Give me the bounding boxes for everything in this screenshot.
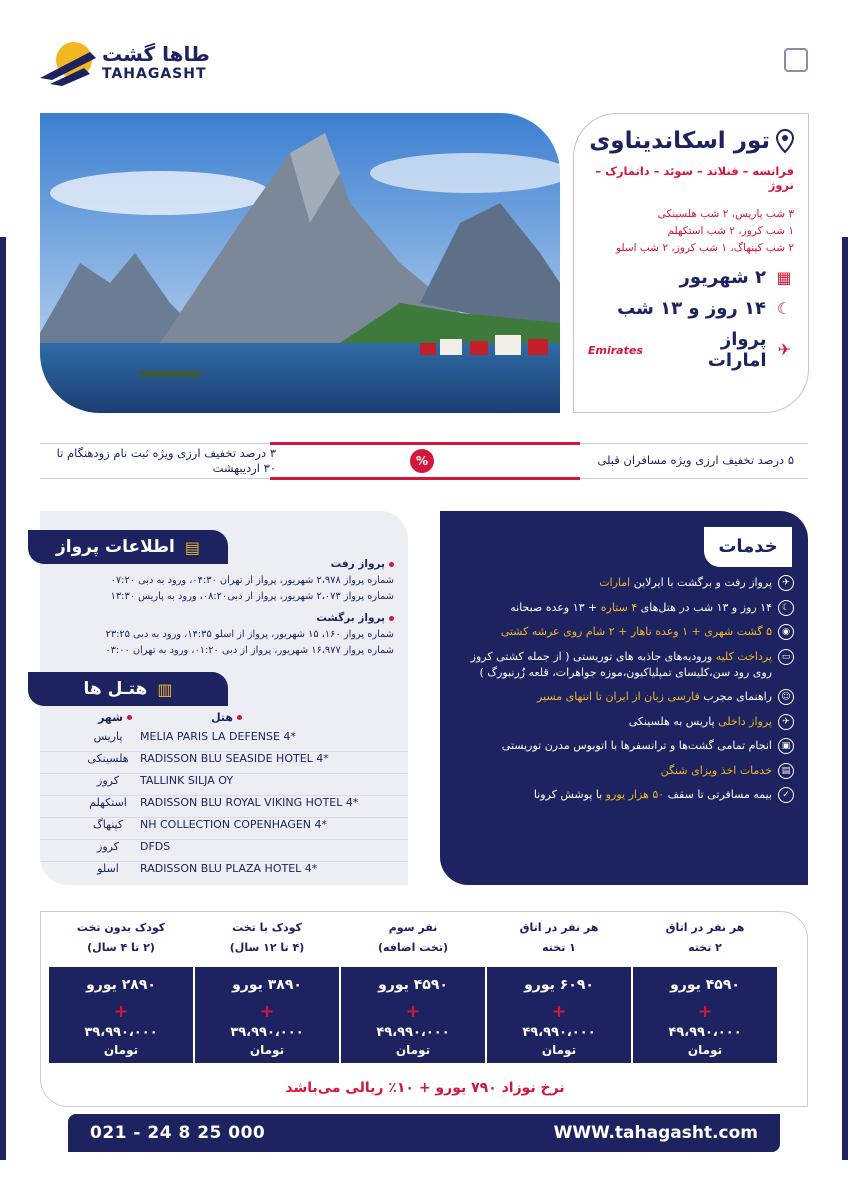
service-highlight: فارسی زبان از ایران تا انتهای مسیر: [537, 690, 700, 703]
hotels-title: هتـل ها: [83, 679, 148, 699]
plane-icon: ✈: [778, 575, 794, 591]
hotel-city: کروز: [97, 774, 119, 787]
hotel-city: کپنهاگ: [92, 818, 124, 831]
hotel-name: RADISSON BLU SEASIDE HOTEL 4*: [140, 752, 329, 765]
outbound-label: پرواز رفت: [330, 558, 385, 570]
plus-icon: +: [551, 1001, 567, 1022]
hotel-city: استکهلم: [89, 796, 127, 809]
service-text-part: پرواز رفت و برگشت با ایرلاین: [630, 576, 772, 589]
service-text-part: ورودیه‌های جاذبه های توریستی ( از جمله کشتی کروز روی رود سن،کلیسای تمپلیاکیون،موزه جواهرات، قلعه زُرنبورگ ): [470, 649, 772, 679]
document-icon: ▤: [184, 537, 201, 557]
price-subheader: (۴ تا ۱۲ سال): [229, 941, 305, 954]
footer-bar: [68, 1114, 780, 1152]
service-text: [454, 649, 772, 681]
table-row: [40, 730, 408, 752]
price-subheader: (۲ تا ۴ سال): [87, 941, 155, 954]
price-header: کودک بدون تخت: [76, 921, 166, 934]
price-box: [195, 967, 339, 1063]
bullet-icon: [127, 715, 132, 720]
table-row: [40, 818, 408, 840]
table-row: [40, 796, 408, 818]
tour-flight: پرواز امارات: [707, 329, 767, 371]
infant-price-note: نرخ نوزاد ۷۹۰ یورو + ۱۰٪ ریالی می‌باشد: [285, 1080, 565, 1096]
tour-date: ۲ شهریور: [679, 267, 766, 288]
plane-icon: ✈: [777, 340, 791, 359]
moon-icon: ☾: [776, 298, 792, 318]
flight-line: شماره پرواز ۱۶۰، ۱۵ شهریور، پرواز از اسلو ۱۴:۳۵، ورود به دبی ۲۳:۲۵: [105, 629, 394, 640]
service-text-part: انجام تمامی گشت‌ها و ترانسفرها با اتوبوس مدرن توریستی: [501, 739, 772, 752]
ticket-icon: ▭: [778, 649, 794, 665]
price-header: هر نفر در اتاق: [665, 921, 745, 934]
visa-icon: ▤: [778, 763, 794, 779]
tour-countries: فرانسه – فنلاند – سوئد – دانمارک – نروژ: [595, 164, 794, 192]
hotel-name: MELIA PARIS LA DEFENSE 4*: [140, 730, 296, 743]
outbound-flights: [40, 558, 408, 602]
table-row: [40, 862, 408, 884]
discount-strip: [40, 443, 808, 479]
list-item: [454, 600, 794, 616]
flight-line: شماره پرواز ۱۶،۹۷۷ شهریور، پرواز از دبی ۰۱:۲۰، ورود به تهران ۰۳:۰۰: [105, 645, 394, 656]
building-icon: ▥: [157, 679, 173, 699]
plus-icon: +: [697, 1001, 713, 1022]
services-title: خدمات: [704, 527, 792, 567]
plus-icon: +: [259, 1001, 275, 1022]
flight-line: شماره پرواز ۲،۰۷۳ شهریور، پرواز از دبی۰۸:۲۰، ورود به پاریس ۱۳:۳۰: [110, 591, 394, 602]
plus-icon: +: [113, 1001, 129, 1022]
list-item: [454, 624, 794, 640]
tour-duration-row: [588, 298, 794, 319]
price-subheader: (تخت اضافه): [378, 941, 448, 954]
price-box: [633, 967, 777, 1063]
service-text-part: با پوشش کرونا: [533, 788, 606, 801]
tour-photo: [40, 113, 560, 413]
price-euro: ۲۸۹۰ یورو: [86, 977, 156, 993]
service-text: [502, 738, 772, 754]
price-euro: ۴۵۹۰ یورو: [378, 977, 448, 993]
brand-logo[interactable]: [40, 38, 210, 88]
phone-number[interactable]: 021 - 24 8 25 000: [90, 1123, 266, 1143]
bullet-icon: [389, 616, 394, 621]
flight-info-title: اطلاعات پرواز: [56, 537, 175, 557]
price-header: هر نفر در اتاق: [519, 921, 599, 934]
list-item: [454, 575, 794, 591]
service-text: [510, 600, 772, 616]
hotel-city: پاریس: [93, 730, 123, 743]
table-row: [40, 840, 408, 862]
price-toman: ۳۹،۹۹۰،۰۰۰: [230, 1025, 304, 1040]
moon-icon: ☾: [778, 600, 794, 616]
bullet-icon: [389, 562, 394, 567]
bullet-icon: [237, 715, 242, 720]
nights-line: ۲ شب کپنهاگ، ۱ شب کروز، ۲ شب اسلو: [615, 242, 794, 254]
service-text-part: + ۱۳ وعده صبحانه: [510, 600, 601, 614]
logo-text-en: TAHAGASHT: [102, 66, 207, 82]
flight-line: شماره پرواز ۲،۹۷۸ شهریور، پرواز از تهران ۰۴:۳۰، ورود به دبی ۰۷:۲۰: [110, 575, 394, 586]
price-box: [487, 967, 631, 1063]
list-item: [454, 689, 794, 705]
price-euro: ۶۰۹۰ یورو: [524, 977, 594, 993]
price-box: [341, 967, 485, 1063]
return-label: پرواز برگشت: [316, 612, 385, 624]
right-accent-bar: [842, 237, 848, 1160]
tour-title: تور اسکاندیناوی: [589, 128, 770, 154]
price-toman: ۴۹،۹۹۰،۰۰۰: [668, 1025, 742, 1040]
divider: [270, 442, 580, 445]
service-text-part: پاریس به هلسینکی: [628, 714, 719, 728]
calendar-icon: ▦: [776, 267, 792, 287]
hotel-col-label: هتل: [211, 711, 233, 724]
bus-icon: ▣: [778, 738, 794, 754]
calendar-icon: [784, 48, 808, 72]
price-toman: ۳۹،۹۹۰،۰۰۰: [84, 1025, 158, 1040]
service-highlight: امارات: [599, 576, 631, 589]
website-link[interactable]: WWW.tahagasht.com: [553, 1123, 758, 1143]
hotel-col-header: [211, 711, 242, 724]
service-highlight: پرداخت کلیه: [715, 649, 772, 663]
hotel-city: اسلو: [97, 862, 119, 875]
table-row: [40, 774, 408, 796]
returning-customer-discount: ۵ درصد تخفیف ارزی ویژه مسافران قبلی: [597, 453, 794, 467]
price-table: [40, 911, 808, 1107]
nights-line: ۱ شب کروز، ۲ شب استکهلم: [667, 225, 794, 237]
list-item: [454, 787, 794, 803]
hotel-name: RADISSON BLU ROYAL VIKING HOTEL 4*: [140, 796, 359, 809]
logo-mark-icon: [40, 38, 100, 88]
list-item: [454, 714, 794, 730]
tour-date-row: [588, 267, 794, 288]
hotel-city: هلسینکی: [87, 752, 129, 765]
price-header: نفر سوم: [388, 921, 438, 934]
tour-nights: [588, 206, 794, 257]
service-highlight: پرواز داخلی: [718, 714, 772, 728]
return-flights: [40, 612, 408, 656]
price-subheader: ۲ تخته: [688, 941, 722, 954]
hotel-city: کروز: [97, 840, 119, 853]
service-text: [599, 575, 772, 591]
price-box: [49, 967, 193, 1063]
city-col-label: شهر: [98, 711, 123, 724]
service-text-part: بیمه مسافرتی تا سقف: [664, 788, 772, 801]
divider: [270, 477, 580, 480]
logo-text-fa: طاها گشت: [102, 42, 210, 66]
service-text: [661, 763, 772, 779]
tour-duration: ۱۴ روز و ۱۳ شب: [617, 298, 766, 319]
hotel-name: TALLINK SILJA OY: [140, 774, 234, 787]
service-highlight: ۵ گشت شهری + ۱ وعده ناهار + ۲ شام روی عرشه کشتی: [500, 625, 772, 638]
services-panel: [440, 511, 808, 885]
service-highlight: ۴ ستاره: [600, 600, 638, 614]
tour-flight-row: [588, 329, 794, 371]
hotel-name: NH COLLECTION COPENHAGEN 4*: [140, 818, 328, 831]
nights-line: ۳ شب پاریس، ۲ شب هلسینکی: [657, 208, 794, 220]
service-text-part: ۱۴ روز و ۱۳ شب در هتل‌های: [637, 600, 772, 614]
return-label-row: [40, 612, 394, 624]
list-item: [454, 649, 794, 681]
outbound-label-row: [40, 558, 394, 570]
percent-badge-icon: %: [410, 449, 434, 473]
service-text: [501, 624, 772, 640]
list-item: [454, 763, 794, 779]
shield-icon: ✓: [778, 787, 794, 803]
price-unit: تومان: [395, 1043, 431, 1057]
plus-icon: +: [405, 1001, 421, 1022]
price-toman: ۴۹،۹۹۰،۰۰۰: [376, 1025, 450, 1040]
services-list: [454, 575, 794, 812]
service-highlight: ۵۰ هزار یورو: [605, 788, 665, 801]
service-text: [534, 787, 772, 803]
plane-icon: ✈: [778, 714, 794, 730]
price-subheader: ۱ تخته: [542, 941, 576, 954]
city-col-header: [98, 711, 132, 724]
price-unit: تومان: [541, 1043, 577, 1057]
price-unit: تومان: [687, 1043, 723, 1057]
price-euro: ۴۵۹۰ یورو: [670, 977, 740, 993]
service-text: [537, 689, 772, 705]
emirates-logo: Emirates: [588, 343, 643, 357]
early-booking-discount: ۳ درصد تخفیف ارزی ویژه ثبت نام زودهنگام تا ۳۰ اردیبهشت: [56, 446, 276, 475]
price-header: کودک با تخت: [232, 921, 302, 934]
hotels-tab: [28, 672, 228, 706]
price-unit: تومان: [249, 1043, 285, 1057]
left-accent-bar: [0, 237, 6, 1160]
price-toman: ۴۹،۹۹۰،۰۰۰: [522, 1025, 596, 1040]
service-text-part: راهنمای مجرب: [699, 690, 772, 703]
camera-icon: ◉: [778, 624, 794, 640]
guide-icon: ☺: [778, 689, 794, 705]
table-row: [40, 752, 408, 774]
hotel-name: DFDS: [140, 840, 171, 853]
location-pin-icon: [776, 129, 794, 153]
service-highlight: خدمات اخذ ویزای شنگن: [660, 763, 772, 777]
list-item: [454, 738, 794, 754]
hotel-name: RADISSON BLU PLAZA HOTEL 4*: [140, 862, 318, 875]
service-text: [629, 714, 772, 730]
price-unit: تومان: [103, 1043, 139, 1057]
price-euro: ۳۸۹۰ یورو: [232, 977, 302, 993]
tour-info-card: [573, 113, 809, 413]
